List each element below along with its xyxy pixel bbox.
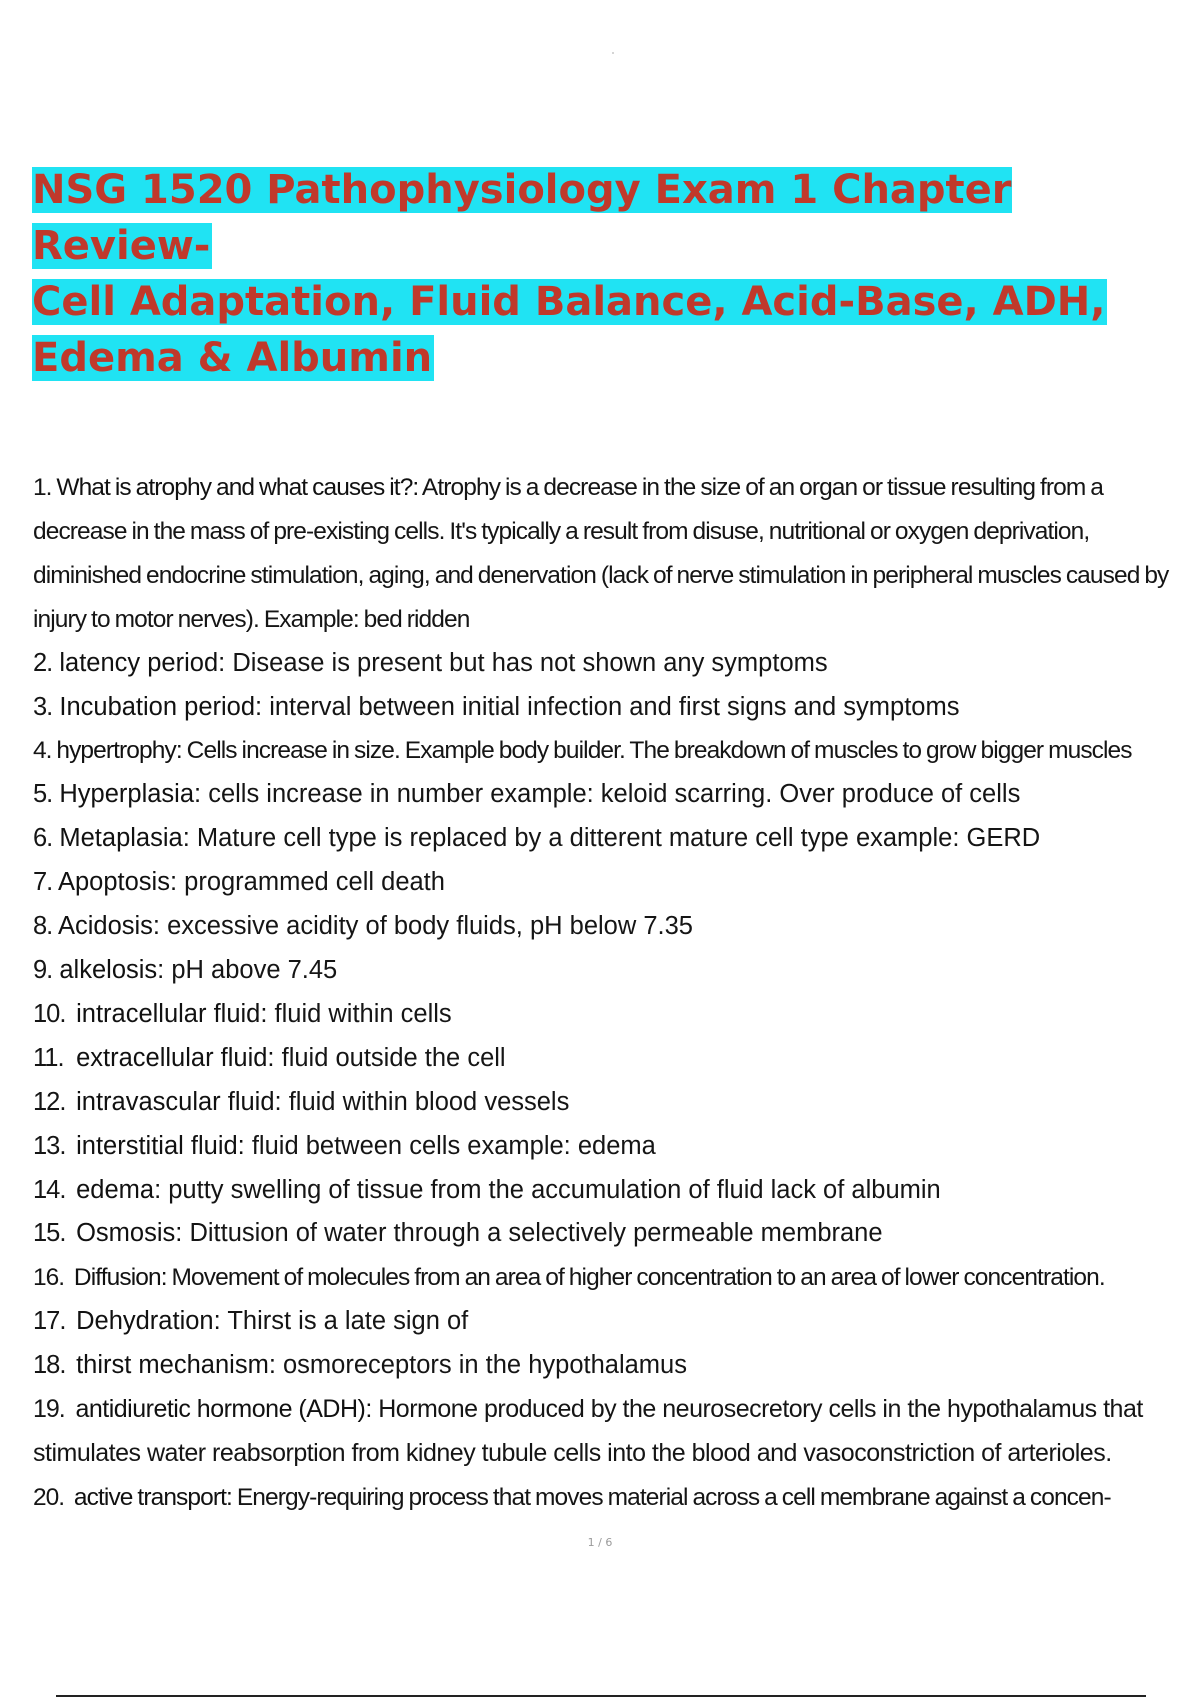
item-term: Osmosis: xyxy=(76,1219,183,1248)
item-definition: programmed cell death xyxy=(184,868,445,897)
item-term: Dehydration: xyxy=(76,1307,221,1336)
item-definition: fluid between cells example: edema xyxy=(251,1131,656,1160)
item-definition: fluid within cells xyxy=(274,999,452,1028)
page-divider xyxy=(56,1695,1146,1697)
list-item-16 xyxy=(33,1256,1199,1300)
list-item-9 xyxy=(33,949,1199,993)
item-definition: Atrophy is a decrease in the size of an organ or tissue resulting from a decrease in the mass of pre-existing cells. It's typically a result from disuse, nutritional or oxygen deprivation, diminished endocrine stimulation, aging, and denervation (lack of nerve stimulation in peripheral muscles caused by injury to motor nerves). Example: bed ridden xyxy=(33,474,1169,633)
list-item-11 xyxy=(33,1037,1199,1081)
item-term: alkelosis: xyxy=(59,955,165,984)
item-definition: Movement of molecules from an area of higher concentration to an area of lower concentration. xyxy=(171,1264,1105,1292)
item-definition: osmoreceptors in the hypothalamus xyxy=(283,1351,687,1380)
list-item-20 xyxy=(33,1476,1199,1520)
item-number: 11. xyxy=(33,1043,64,1072)
item-number: 18. xyxy=(33,1351,66,1380)
list-item-5 xyxy=(33,773,1199,817)
item-term: antidiuretic hormone (ADH): xyxy=(75,1395,372,1424)
item-number: 7. xyxy=(33,868,53,897)
item-definition: Hormone produced by the neurosecretory cells in the hypothalamus that stimulates water reabsorption from kidney tubule cells into the blood and vasoconstriction of arterioles. xyxy=(33,1395,1143,1467)
item-term: latency period: xyxy=(59,648,226,677)
item-term: Metaplasia: xyxy=(59,824,190,853)
list-item-2 xyxy=(33,642,1199,686)
item-term: interstitial fluid: xyxy=(76,1131,245,1160)
item-term: Hyperplasia: xyxy=(59,780,202,809)
item-number: 19. xyxy=(33,1395,65,1424)
item-definition: excessive acidity of body fluids, pH below 7.35 xyxy=(167,912,693,941)
item-term: active transport: xyxy=(73,1483,232,1511)
list-item-14 xyxy=(33,1169,1199,1213)
item-number: 12. xyxy=(33,1087,66,1116)
title-highlight: Edema & Albumin xyxy=(32,335,433,381)
list-item-7 xyxy=(33,861,1199,905)
item-number: 15. xyxy=(33,1219,66,1248)
list-item-3 xyxy=(33,686,1199,730)
item-definition: Disease is present but has not shown any symptoms xyxy=(232,648,828,677)
item-number: 6. xyxy=(33,824,53,853)
list-item-1 xyxy=(33,466,1199,642)
list-item-10 xyxy=(33,993,1199,1037)
item-number: 5. xyxy=(33,780,53,809)
item-number: 2. xyxy=(33,648,53,677)
item-term: Apoptosis: xyxy=(57,868,178,897)
item-definition: fluid outside the cell xyxy=(281,1043,506,1072)
item-term: thirst mechanism: xyxy=(76,1351,276,1380)
title-highlight: NSG 1520 Pathophysiology Exam 1 Chapter Review- xyxy=(32,167,1012,269)
question-answer-list xyxy=(33,466,1199,1520)
list-item-12 xyxy=(33,1081,1199,1125)
item-term: intracellular fluid: xyxy=(76,999,268,1028)
item-number: 4. xyxy=(33,737,52,765)
item-number: 16. xyxy=(33,1264,65,1292)
list-item-19 xyxy=(33,1388,1199,1476)
list-item-6 xyxy=(33,817,1199,861)
item-term: intravascular fluid: xyxy=(76,1087,282,1116)
list-item-18 xyxy=(33,1344,1199,1388)
item-definition: Thirst is a late sign of xyxy=(227,1307,469,1336)
item-number: 9. xyxy=(33,955,53,984)
item-number: 10. xyxy=(33,999,66,1028)
item-term: Incubation period: xyxy=(59,692,263,721)
title-line-1 xyxy=(32,162,1200,274)
item-number: 3. xyxy=(33,692,53,721)
item-number: 1. xyxy=(33,474,52,501)
item-definition: Cells increase in size. Example body builder. The breakdown of muscles to grow bigger muscles xyxy=(186,737,1132,765)
title-line-2 xyxy=(32,274,1200,330)
item-term: extracellular fluid: xyxy=(76,1043,275,1072)
item-term: What is atrophy and what causes it?: xyxy=(56,474,419,501)
list-item-15 xyxy=(33,1212,1199,1256)
item-term: Acidosis: xyxy=(57,912,161,941)
item-definition: pH above 7.45 xyxy=(171,955,338,984)
item-definition: fluid within blood vessels xyxy=(288,1087,570,1116)
document-title xyxy=(32,162,1200,386)
item-definition: Dittusion of water through a selectively permeable membrane xyxy=(189,1219,883,1248)
list-item-17 xyxy=(33,1300,1199,1344)
item-definition: Energy-requiring process that moves material across a cell membrane against a concen- xyxy=(236,1483,1111,1511)
item-number: 8. xyxy=(33,912,53,941)
item-number: 13. xyxy=(33,1131,66,1160)
item-number: 14. xyxy=(33,1175,66,1204)
item-term: Diffusion: xyxy=(73,1264,167,1292)
item-number: 20. xyxy=(33,1483,65,1511)
page-number: 1 / 6 xyxy=(587,1536,613,1549)
list-item-4 xyxy=(33,729,1199,773)
item-number: 17. xyxy=(33,1307,66,1336)
item-definition: cells increase in number example: keloid scarring. Over produce of cells xyxy=(208,780,1021,809)
title-highlight: Cell Adaptation, Fluid Balance, Acid-Base, ADH, xyxy=(32,279,1106,325)
list-item-13 xyxy=(33,1125,1199,1169)
item-term: hypertrophy: xyxy=(56,737,182,765)
item-definition: interval between initial infection and first signs and symptoms xyxy=(269,692,960,721)
item-definition: putty swelling of tissue from the accumulation of fluid lack of albumin xyxy=(168,1175,941,1204)
item-definition: Mature cell type is replaced by a ditterent mature cell type example: GERD xyxy=(196,824,1041,853)
list-item-8 xyxy=(33,905,1199,949)
item-term: edema: xyxy=(76,1175,162,1204)
page-speck xyxy=(612,52,614,54)
title-line-3 xyxy=(32,330,1200,386)
